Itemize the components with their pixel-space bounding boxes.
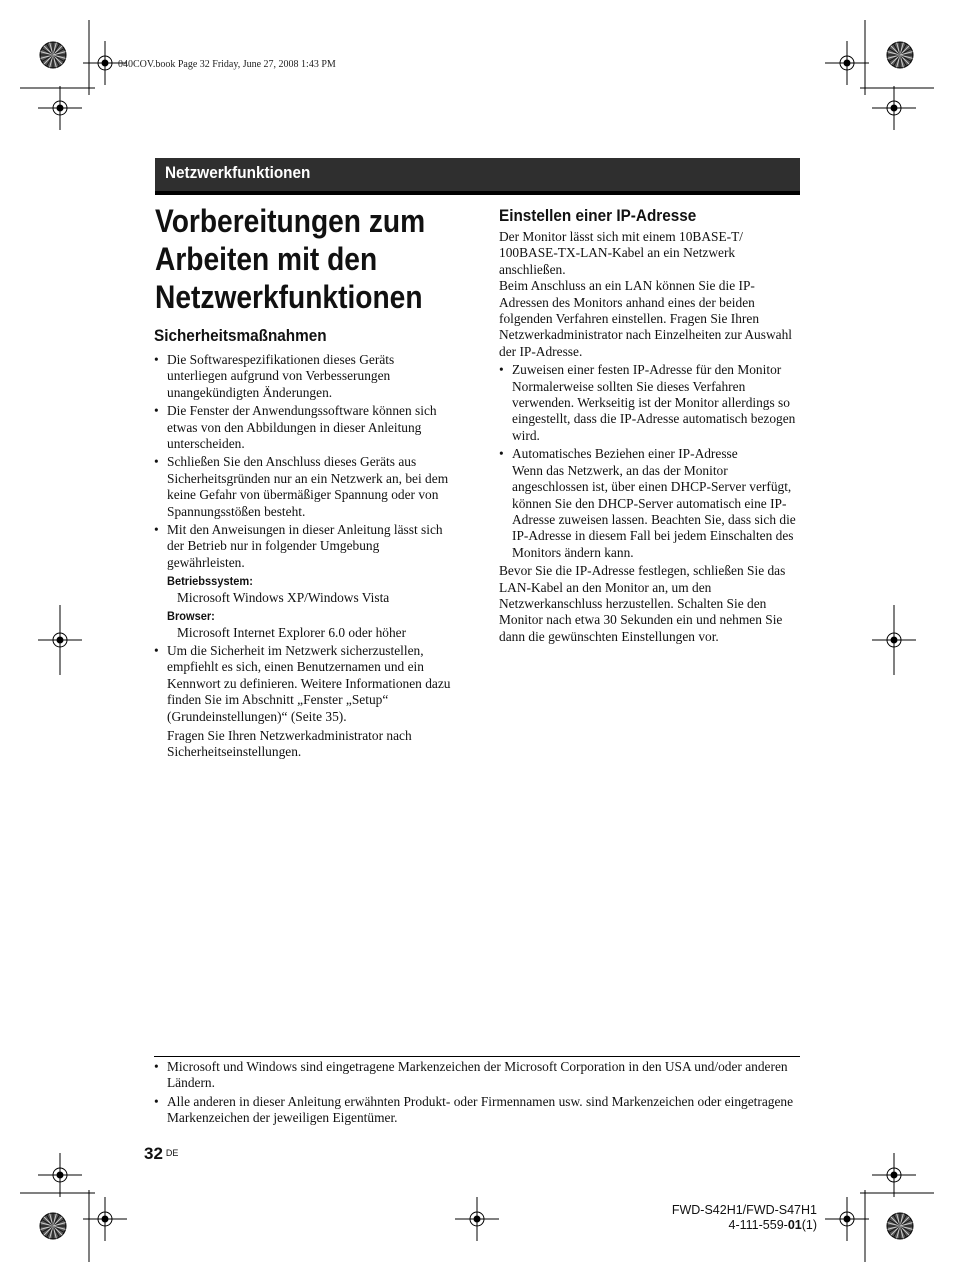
page-language: DE [165,1148,179,1158]
model-name: FWD-S42H1/FWD-S47H1 [671,1203,817,1217]
list-item [499,446,801,561]
ip-intro-1: Der Monitor lässt sich mit einem 10BASE-T/ 100BASE-TX-LAN-Kabel an ein Netzwerk anschließen. [499,229,743,277]
file-info: 040COV.book Page 32 Friday, June 27, 2008 1:43 PM [118,59,336,70]
environment-text: • Mit den Anweisungen in dieser Anleitung lässt sich der Betrieb nur in folgender Umgebung gewährleisten. [167,522,443,570]
ip-methods-list [499,362,801,561]
method-text: Normalerweise sollten Sie dieses Verfahren verwenden. Werkseitig ist der Monitor allerdings so eingestellt, dass die IP-Adresse automatisch bezogen wird. [512,378,796,443]
list-item [154,643,456,761]
trademark-footnotes [154,1056,800,1129]
list-item [154,522,456,641]
method-text: Wenn das Netzwerk, an das der Monitor angeschlossen ist, über einen DHCP-Server verfügt, können Sie den DHCP-Server automatisch eine IP-Adresse zuweisen lassen. Beachten Sie, dass sich die IP-Adresse in diesem Fall bei jedem Einschalten des Monitors ändern kann. [512,462,796,560]
page-number-value: 32 [144,1144,163,1163]
list-item [499,362,801,444]
footnote-list [154,1059,800,1127]
doc-number-suffix: (1) [801,1218,817,1232]
method-title: • Zuweisen einer festen IP-Adresse für den Monitor [512,362,782,378]
section-header-bar [155,158,800,195]
security-item-text: • Um die Sicherheit im Netzwerk sicherzustellen, empfiehlt es sich, einen Benutzernamen und ein Kennwort zu definieren. Weitere Informationen dazu finden Sie im Abschnitt „Fenster „Setup“ (Grundeinstellungen)“ (Seite 35). [167,642,451,724]
browser-value: Microsoft Internet Explorer 6.0 oder höher [177,624,407,640]
os-value: Microsoft Windows XP/Windows Vista [177,589,390,605]
security-note: Fragen Sie Ihren Netzwerkadministrator nach Sicherheitseinstellungen. [167,727,412,760]
section-header-title: Netzwerkfunktionen [165,163,311,182]
ip-outro: Bevor Sie die IP-Adresse festlegen, schließen Sie das LAN-Kabel an den Monitor an, um den Netzwerkanschluss herzustellen. Schalten Sie den Monitor nach etwa 30 Sekunden ein und nehmen Sie dann die gewünschten Einstellungen vor. [499,563,786,644]
method-title: • Automatisches Beziehen einer IP-Adresse [512,446,738,462]
os-label: Betriebssystem: [167,574,253,589]
list-item: • Die Softwarespezifikationen dieses Geräts unterliegen aufgrund von Verbesserungen unangekündigten Änderungen. [154,352,456,401]
page-number [144,1144,178,1164]
browser-label: Browser: [167,609,215,624]
ip-section [499,229,801,645]
doc-number-prefix: 4-111-559- [728,1218,788,1232]
security-list [154,352,456,761]
list-item: • Schließen Sie den Anschluss dieses Geräts aus Sicherheitsgründen nur an ein Netzwerk an, bei dem keine Gefahr von übermäßiger Spannung oder von Spannungsstößen besteht. [154,454,456,520]
doc-number [672,1218,817,1233]
security-section [154,352,456,763]
list-item: • Die Fenster der Anwendungssoftware können sich etwas von den Abbildungen in dieser Anleitung unterscheiden. [154,403,456,452]
security-heading: Sicherheitsmaßnahmen [154,326,327,345]
list-item: • Microsoft und Windows sind eingetragene Markenzeichen der Microsoft Corporation in den USA und/oder anderen Ländern. [154,1059,800,1092]
list-item: • Alle anderen in dieser Anleitung erwähnten Produkt- oder Firmennamen usw. sind Markenzeichen oder eingetragene Markenzeichen der jeweiligen Eigentümer. [154,1094,800,1127]
doc-number-bold: 01 [787,1218,802,1232]
page-title: Vorbereitungen zum Arbeiten mit den Netzwerkfunktionen [155,203,426,315]
model-info [672,1203,817,1233]
ip-intro-2: Beim Anschluss an ein LAN können Sie die IP-Adressen des Monitors anhand eines der beiden folgenden Verfahren einstellen. Fragen Sie Ihren Netzwerkadministrator nach Einzelheiten zur Auswahl der IP-Adresse. [499,278,792,359]
ip-heading: Einstellen einer IP-Adresse [499,206,697,225]
